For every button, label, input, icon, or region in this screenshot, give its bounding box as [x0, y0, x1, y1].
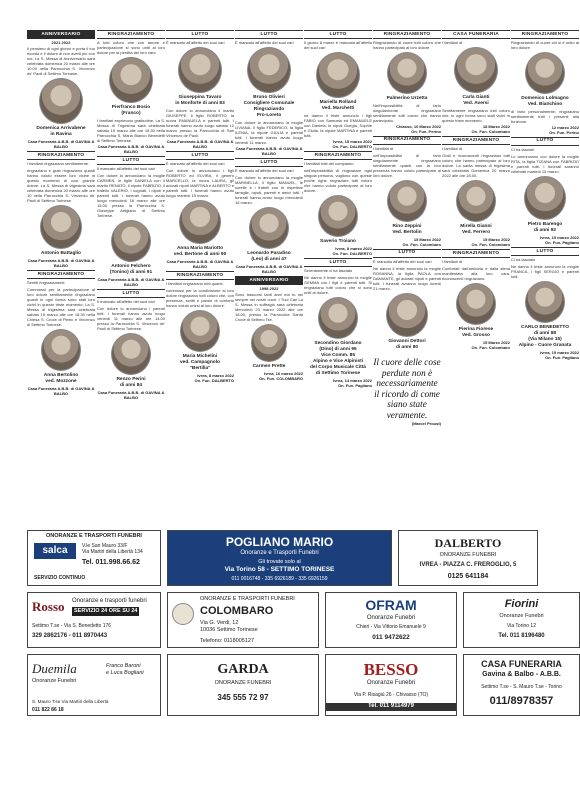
- colombaro-crest-icon: [172, 603, 194, 625]
- announcement-text: I familiari ringraziano sentitamente.: [27, 161, 90, 167]
- deceased-name: Domenico Lolmagno Ved. Bianchino: [521, 95, 569, 107]
- funeral-home: Casa Funeraria A.B.B. di GAVINA & BALBO: [97, 277, 165, 288]
- ad-ofram-phone: 011 9472622: [372, 634, 410, 641]
- column-8: [511, 30, 579, 528]
- ad-gavina-brand: Gavina & Balbo - A.B.B.: [482, 671, 561, 678]
- ad-salca-phone: Tel. 011.998.66.62: [82, 559, 140, 566]
- deceased-name: Carla Gianti Ved. Aversi: [462, 95, 490, 107]
- ad-ofram-title: OFRAM: [365, 597, 417, 613]
- announcement: [442, 153, 510, 247]
- column-7: [442, 30, 510, 528]
- announcement: [27, 287, 95, 396]
- announcement-text: Il mancato all'affetto dei suoi cari: [97, 299, 155, 305]
- deceased-name: Pierfranco Bosio (Franco): [111, 105, 151, 117]
- announcement-header: RINGRAZIAMENTO: [166, 271, 234, 280]
- announcement: [27, 151, 95, 166]
- announcement-header: LUTTO: [166, 30, 234, 39]
- announcement-header: CASA FUNERARIA: [442, 30, 510, 39]
- announcement-signature: 18 Marzo 2022 On. Fun. Colombaro: [471, 124, 510, 135]
- ad-besso: [325, 654, 457, 716]
- announcement: [511, 154, 579, 245]
- ad-garda: [167, 654, 319, 716]
- portrait-photo: [318, 195, 358, 237]
- ad-fiorini: [463, 592, 580, 648]
- ad-ofram-address: Chieri - Via Vittorio Emanuele 9: [356, 624, 426, 630]
- announcement: [166, 151, 234, 166]
- ad-besso-phone: Tel. 011 9114979: [326, 703, 456, 711]
- advertisements: [27, 530, 580, 804]
- announcement-header: LUTTO: [304, 30, 372, 39]
- announcement: [511, 30, 579, 135]
- ad-besso-address: Via P. Risagiù 26 - Chivasso (TO): [353, 692, 429, 698]
- deceased-name: Antonio Battaglio: [41, 251, 81, 257]
- portrait-photo: [525, 281, 565, 323]
- deceased-name: Domenica Arrivabene in Ravina: [36, 126, 86, 138]
- announcement-intro: I familiari di: [442, 39, 463, 45]
- announcement-years: 1998 2022: [259, 286, 279, 292]
- funeral-home: Casa Funeraria A.B.B. di GAVINA & BALBO: [166, 259, 234, 270]
- deceased-name: Rino Zeppini Ved. Bertolin: [392, 223, 422, 235]
- deceased-name: CARLO BENEDETTO di anni 88 (Via Milano 15) Alpino - Cuore Granata: [518, 324, 572, 348]
- portrait-photo: [40, 205, 82, 249]
- portrait-photo: [454, 47, 498, 93]
- announcement-intro: Grati e riconoscenti ringraziano tutti coloro che hanno partecipato al loro dolore. La santa messa di trigesima sarà celebrata Domenica 20 marzo 2022 alle ore 18.00.: [442, 153, 510, 179]
- deceased-name: Pierina Fiorese Ved. Grosso: [458, 327, 494, 339]
- announcement-intro: Sono trascorsi tanti anni ma tu sei sempre nei nostri cuori. I Tuoi Cari La S. Messa in suffragio sarà celebrata Mercoledì 23 marzo 2022 alle ore 18.00, presso la Parrocchia Santa Croce di Settimo Tse.: [235, 292, 303, 323]
- ad-pagliano-sub: Onoranze e Trasporti Funebri: [240, 550, 319, 556]
- announcement-signature: 15 Marzo 2022 On. Fun. Colombaro: [471, 340, 510, 351]
- funeral-home: Casa Funeraria A.B.B. di GAVINA & BALBO: [27, 258, 95, 269]
- ad-garda-sub: ONORANZE FUNEBRI: [214, 680, 272, 686]
- ad-rosso-open: SERVIZIO 24 ORE SU 24: [74, 608, 138, 614]
- announcement-signature: Ivrea, 15 marzo 2022 On. Fun. DALBERTO: [332, 139, 372, 150]
- announcement-signature: Ivrea, 16 marzo 2022 On. Fun. COLOMBARO: [259, 370, 303, 381]
- announcement-text: Ci ha lasciati: [511, 146, 534, 152]
- announcement-signature: Ivrea, 15 marzo 2022 On. Fun. Pagliano: [540, 235, 579, 245]
- announcement-intro: È mancato all'affetto dei suoi cari: [235, 39, 294, 45]
- announcement-header: ANNIVERSARIO: [27, 30, 95, 39]
- ad-fiorini-title: Fiorini: [504, 598, 539, 610]
- announcement-intro: Ne danno il triste annuncio la moglie FRANCA, i figli SERGIO e parenti tutti.: [511, 263, 579, 279]
- announcement-intro: Con dolore lo annunciano i parenti tutti. I funerali hanno avuto luogo venerdì 11 marzo alle ore 14.00 presso la Parrocchia S. Vincenzo de' Paoli di Settimo Torinese.: [97, 306, 165, 332]
- announcement-intro: Lo annunciano con dolore la moglie RITA, la figlia TIZIANA con FABRIZIO e parenti tutti. I funerali saranno celebrati martedì 15 marzo.: [511, 153, 579, 174]
- ad-rosso-sub: Onoranze e trasporti funebri: [72, 598, 147, 604]
- announcement: [511, 264, 579, 360]
- announcement-signature: Chiasso, 10 Marzo 2022 On. Fun. Perino: [396, 123, 441, 134]
- ad-gavina-address: Settimo T.se - S. Mauro T.se - Torino: [481, 684, 562, 690]
- announcement: [442, 266, 510, 350]
- ad-fiorini-sub: Onoranze Funebri: [499, 613, 544, 619]
- ad-rosso: [27, 592, 161, 648]
- announcement: [304, 30, 372, 149]
- announcement-header: RINGRAZIAMENTO: [27, 270, 95, 279]
- announcement-text: I familiari di: [442, 259, 463, 265]
- announcement: [235, 30, 303, 156]
- deceased-name: Leonardo Paradiso (Leo) di anni 47: [247, 251, 291, 263]
- ad-duemila-phone: 011 822 86 18: [32, 707, 64, 713]
- announcement-intro: Con dolore lo annunciano la moglie MARINELLA, il figlio MANUEL, le sorelle e i fratelli con le rispettive famiglie, nipoti, parenti e amici tutti. I funerali hanno avuto luogo mercoledì 16 marzo.: [235, 175, 303, 206]
- announcement: [373, 30, 441, 134]
- announcement-header: LUTTO: [97, 289, 165, 298]
- announcement-text: Con dolore lo annunciano la moglie LIVIANA, il figlio FEDERICO, la figlia ILENIA, la nipote GIULIA e parenti tutti. I funerali hanno avuto luogo venerdì 11 marzo.: [235, 120, 303, 146]
- ad-ofram: [325, 592, 457, 648]
- ad-colombaro-title: ONORANZE E TRASPORTI FUNEBRI: [200, 596, 295, 602]
- announcement-intro: nell'impossibilità di farlo singolarmente ringraziano sentitamente quanti con la loro presenza hanno voluto partecipare al loro dolore.: [373, 152, 441, 178]
- column-2: [97, 30, 165, 528]
- announcement-intro: Ringraziando di cuore tutti coloro che hanno partecipato al loro dolore: [373, 39, 441, 50]
- quote-author: (Marcel Proust): [411, 421, 441, 427]
- announcement-intro: Con dolore lo annunciano i figli ROBERTO ed ELVIRA, il genero MARCELLO, la nuora LAURA, gli adorati nipoti MARTINA e ALBERTO e parenti tutti. I funerali hanno avuto luogo martedì 15 marzo.: [166, 168, 234, 199]
- portrait-photo: [525, 52, 565, 94]
- announcement-header: RINGRAZIAMENTO: [373, 30, 441, 39]
- deceased-name: Pietro Barengo di anni 92: [527, 222, 563, 234]
- ad-fiorini-phone: Tel. 011 8196480: [498, 633, 545, 639]
- deceased-name: Mariella Rolland Ved. Marchetti: [319, 100, 357, 112]
- announcement-text: Con dolore lo annunciano il marito GIUSEPPE, il figlio ROBERTO, la nuora EMANUELA e parenti tutti. I funerali hanno avuto luogo sabato 12 marzo presso la Parrocchia di San Vincenzo de Paoli.: [166, 108, 234, 139]
- announcement-header: RINGRAZIAMENTO: [511, 30, 579, 39]
- announcement: [373, 266, 441, 427]
- funeral-home: Casa Funeraria A.B.B. di GAVINA & BALBO: [235, 264, 303, 275]
- ad-gavina-title: CASA FUNERARIA: [481, 659, 562, 669]
- announcement-intro: Ne danno il triste annuncio la moglie GEMMA con i figli e parenti tutti. Si ringraziano tutti coloro che si sono uniti al dolore.: [304, 275, 372, 296]
- column-4: [235, 30, 303, 528]
- ad-duemila-sub: Onoranze Funebri: [32, 678, 77, 684]
- announcement-intro: Commossi per la partecipazione al loro dolore sentitamente ringraziano quanti in ogni forma sono stati loro vicini in questo triste momento. La S. Messa di trigesima sarà celebrata sabato 19 marzo alle ore 18.30 nella Chiesa S. Croce di Pietro e Vincenzo di Settimo Torinese.: [27, 287, 95, 328]
- portrait-photo: [109, 57, 153, 103]
- announcement-intro: A tutti coloro che con amore e partecipazione si sono uniti al loro dolore per la perdita del loro caro: [97, 39, 165, 55]
- announcement-header: LUTTO: [373, 249, 441, 258]
- announcement-header: RINGRAZIAMENTO: [304, 151, 372, 160]
- announcement-header: RINGRAZIAMENTO: [373, 136, 441, 145]
- announcement: [27, 30, 95, 149]
- announcement: [442, 30, 510, 134]
- ad-pagliano-title: POGLIANO MARIO: [225, 535, 334, 549]
- announcement-signature: Ivrea, 15 marzo 2022 On. Fun. Pagliano: [540, 349, 579, 360]
- ad-besso-title: BESSO: [363, 660, 419, 679]
- column-6: [373, 30, 441, 528]
- announcement-signature: 15 Marzo 2022 On. Fun. Colombaro: [471, 237, 510, 248]
- portrait-photo: [111, 333, 151, 375]
- portrait-photo: [179, 200, 221, 244]
- announcement: [442, 249, 510, 264]
- ad-pagliano-phone: 011 0016748 - 335 6926189 - 335 6926159: [231, 576, 328, 582]
- portrait-photo: [39, 78, 83, 124]
- announcement-text: I familiari di: [442, 146, 463, 152]
- announcement-header: ANNIVERSARIO: [235, 276, 303, 285]
- funeral-home: Casa Funeraria A.B.B. di GAVINA & BALBO: [97, 390, 165, 401]
- ad-rosso-phone: 329 2862176 - 011 8970443: [32, 633, 108, 639]
- ad-dalberto-title: DALBERTO: [434, 536, 502, 550]
- deceased-name: Saverio Troiano: [320, 239, 356, 245]
- announcement-text: I familiari ringraziano tutti quanti.: [166, 281, 224, 287]
- ad-colombaro: [167, 592, 319, 648]
- ad-duemila-address: S. Mauro T.se Via Martiri della Libertà: [32, 699, 109, 704]
- announcement-header: RINGRAZIAMENTO: [97, 30, 165, 39]
- funeral-home: Casa Funeraria A.B.B. di GAVINA & BALBO: [166, 139, 234, 150]
- deceased-name: Mirella Gianni Ved. Ferrero: [460, 224, 492, 236]
- announcement-header: LUTTO: [511, 137, 579, 146]
- announcement-text: È mancato all'affetto dei suoi cari: [166, 161, 225, 167]
- announcement: [235, 158, 303, 173]
- announcement: [304, 151, 372, 166]
- ad-dalberto-phone: 0125 641184: [447, 573, 489, 580]
- ad-rosso-title: Rosso: [32, 599, 65, 614]
- ad-besso-sub: Onoranze Funebri: [366, 680, 416, 686]
- announcement-signature: Ivrea, 14 marzo 2022 On. Fun. Pagliano: [333, 378, 372, 388]
- announcement-text: Nell'impossibilità di farlo singolarmente ringraziano sentitamente tutti coloro che hanno partecipato.: [373, 102, 441, 123]
- ad-salca-title: ONORANZE E TRASPORTI FUNEBRI: [46, 533, 142, 539]
- portrait-photo: [387, 180, 427, 222]
- announcement: [97, 30, 165, 154]
- deceased-name: Palmerino Urzetta: [386, 95, 428, 101]
- column-5: [304, 30, 372, 528]
- announcement-text: È mancato all'affetto dei suoi cari: [373, 258, 432, 264]
- deceased-name: Giovanni Dettori di anni 80: [388, 339, 426, 350]
- ad-salca-address: V.le San Mauro 33/F Via Martiri della Libertà 134: [82, 543, 143, 556]
- deceased-name: Renzo Perini di anni 84: [116, 377, 146, 389]
- portrait-photo: [316, 52, 360, 98]
- ad-salca-note: SERVIZIO CONTINUO: [34, 575, 86, 581]
- portrait-photo: [524, 176, 566, 220]
- ad-rosso-address: Settimo T.se - Via S. Benedetto 176: [32, 623, 112, 629]
- announcement: [97, 173, 165, 287]
- ad-salca: [27, 530, 161, 586]
- announcement: [373, 153, 441, 247]
- announcement-header: RINGRAZIAMENTO: [442, 136, 510, 145]
- announcement-intro: ringraziano e grati ringraziano quanti hanno voluto essere loro vicine in questo momento di così grande dolore. La S. Messa di trigesima sarà celebrata domenica 20 marzo alle ore 10 nella Parrocchia S. Vincenzo de' Paoli di Settimo Torinese.: [27, 168, 95, 204]
- announcement-header: LUTTO: [235, 158, 303, 167]
- announcement-signature: Ivrea, 8 marzo 2022 On. Fun. DALBERTO: [194, 373, 234, 384]
- announcement-intro: Confortati dall'amicizia e dalla stima manifestata alla loro cara, riconoscenti ringraziano.: [442, 266, 510, 282]
- portrait-photo: [249, 207, 289, 249]
- salca-logo: salca: [34, 543, 76, 559]
- announcement-text: ne danno il triste annuncio i figli FABIO con Samuela ed EMANUELE con Daniela, le nipoti Giorgia, Sophie e Giulia, la nipote MARTINA e parenti tutti.: [304, 113, 372, 139]
- announcement: [442, 136, 510, 151]
- announcement-signature: 12 marzo 2022 On. Fun. Perino: [549, 124, 579, 135]
- announcement: [235, 276, 303, 381]
- ad-gavina: [463, 654, 580, 716]
- column-3: [166, 30, 234, 528]
- funeral-home: Casa Funeraria A.B.B. di GAVINA & BALBO: [27, 139, 95, 150]
- announcement-text: di farlo personalmente, ringraziano sentitamente tutti i presenti alla funzione.: [511, 108, 579, 124]
- portrait-photo: [251, 324, 287, 362]
- ad-gavina-phone: 011/8978357: [489, 695, 554, 707]
- portrait-photo: [178, 47, 222, 93]
- deceased-name: Antonio Felchero (Tonino) di anni 91: [109, 264, 153, 276]
- announcement-intro: commossi per la condivisione al loro dolore ringraziano tutti coloro che, con presenza, scritti e parole di conforto hanno voluto unirsi al loro dolore.: [166, 288, 234, 309]
- announcement-text: Ci ha lasciato: [511, 256, 536, 262]
- announcement: [166, 288, 234, 383]
- announcement-text: Sentiti ringraziamenti.: [27, 280, 66, 286]
- announcement: [97, 156, 165, 171]
- portrait-photo: [456, 283, 496, 325]
- announcement: [373, 136, 441, 151]
- portrait-photo: [247, 47, 291, 93]
- portrait-photo: [41, 329, 81, 371]
- announcement-header: LUTTO: [97, 156, 165, 165]
- ad-pagliano: [167, 530, 392, 586]
- deceased-name: Secondino Giordano (Dino) di anni 95 Vice Comm. 85 Alpino e Vice Alpinisti del Corpo Musicale Città di Settimo Torinese: [310, 341, 366, 377]
- ad-ofram-sub: Onoranze Funebri: [366, 615, 416, 621]
- announcement-text: I familiari esprimono gratitudine. La S. Messa di Trigesima sarà celebrata sabato 19 marzo alle ore 18.30 nella Parrocchia S. Maria Bianco Benedetti di Settimo Torinese.: [97, 118, 165, 144]
- announcement: [304, 258, 372, 273]
- deceased-name: Carmen Prette: [252, 363, 286, 369]
- ad-dalberto-sub: ONORANZE FUNEBRI: [439, 552, 497, 558]
- announcement-text: Serenamente ci ha lasciato: [304, 268, 353, 274]
- announcement-header: RINGRAZIAMENTO: [27, 151, 95, 160]
- ad-fiorini-address: Via Torino 12: [506, 623, 536, 629]
- deceased-name: Bruno Olivieri Consigliere Comunale Ringraziando Pro-Loreto: [243, 95, 295, 119]
- ad-duemila-title: Duemila: [32, 661, 77, 676]
- announcement: [97, 306, 165, 400]
- announcement-text: I familiari di: [373, 145, 394, 151]
- ad-duemila: [27, 654, 161, 716]
- deceased-name: Anna Maria Mariotto ved. Bertone di anni 90: [173, 246, 227, 258]
- announcement-intro: Il giorno 8 marzo è mancata all'affetto dei suoi cari: [304, 39, 372, 50]
- announcement-header: LUTTO: [304, 258, 372, 267]
- announcement-intro: Il pensiero di ogni giorno e porta il tuo ricordo e il dolore di non averti più con noi. La S. Messa di Anniversario sarà celebrata domenica 20 marzo alle ore 10.00 nella Parrocchia S. Vincenzo de' Paoli di Settimo Torinese.: [27, 45, 95, 76]
- memorial-quote: Il cuore delle cose perdute non è necessariamente il ricordo di come siano state veramente.: [373, 356, 441, 420]
- announcement-intro: Ringraziando di cuore chi si è unito al loro dolore: [511, 39, 579, 50]
- ad-dalberto: [398, 530, 538, 586]
- announcement-intro: Con dolore lo annunciano la moglie CARMEN, le figlie DANIELA con il marito RENATO, il nipote FABRIZIO, il fratello VALERIO, i cognati, i nipoti e parenti tutti. I funerali hanno avuto luogo mercoledì 16 marzo alle ore 15.00 presso la Parrocchia S. Giuseppe Artigiano di Settimo Torinese.: [97, 173, 165, 219]
- portrait-photo: [318, 297, 358, 339]
- announcement-years: 2021 2022: [51, 39, 71, 45]
- ad-pagliano-address: Via Torino 58 - SETTIMO TORINESE: [224, 566, 335, 573]
- announcement-intro: nell'impossibilità di ringraziare ogni singola persona, vogliono con queste poche righe ringraziare tutti coloro che hanno voluto partecipare al loro dolore.: [304, 168, 372, 194]
- announcement: [27, 270, 95, 285]
- ad-pagliano-line: Gli trovate solo al: [258, 559, 301, 565]
- ad-duemila-names: Franco Baroni e Luca Bogliani: [106, 663, 144, 676]
- announcement: [304, 275, 372, 388]
- ad-dalberto-address: IVREA - PIAZZA C. FREROGLIO, 5: [419, 562, 517, 568]
- announcement-intro: Ne danno il triste annuncio la moglie ROSANNA, la figlia PAOLA con DAMIANTE, gli adorati nipoti e parenti tutti. I funerali avranno luogo lunedì 21 marzo.: [373, 265, 441, 291]
- announcement-text: È mancato all'affetto dei suoi cari: [235, 168, 294, 174]
- announcement-text: Il mancato all'affetto dei suoi cari: [97, 166, 155, 172]
- portrait-photo: [387, 52, 427, 94]
- ad-colombaro-address: Via G. Verdi, 12 10036 Settimo Torinese: [200, 620, 258, 633]
- announcement: [511, 137, 579, 152]
- announcement: [166, 168, 234, 269]
- ad-colombaro-phone: Telefono: 0118005127: [200, 638, 255, 644]
- announcement: [511, 247, 579, 262]
- deceased-name: Giuseppina Tavaro in Monforte di anni 83: [175, 95, 225, 107]
- announcement: [166, 271, 234, 286]
- announcement: [97, 289, 165, 304]
- portrait-photo: [386, 293, 428, 337]
- ad-colombaro-brand: COLOMBARO: [200, 605, 274, 617]
- funeral-home: Casa Funeraria A.B.B. di GAVINA & BALBO: [97, 144, 165, 155]
- announcement-header: LUTTO: [166, 151, 234, 160]
- column-1: [27, 30, 95, 528]
- announcement-header: LUTTO: [511, 247, 579, 256]
- announcement: [304, 168, 372, 256]
- ad-garda-phone: 345 555 72 97: [217, 693, 269, 702]
- ad-garda-title: GARDA: [217, 662, 269, 677]
- announcement: [27, 168, 95, 268]
- announcement-header: RINGRAZIAMENTO: [442, 249, 510, 258]
- portrait-photo: [111, 220, 151, 262]
- portrait-photo: [456, 180, 496, 222]
- announcement: [166, 30, 234, 149]
- deceased-name: Maria Michelini ved. Campagnolo "Bertilla": [180, 354, 220, 372]
- announcement: [235, 175, 303, 274]
- deceased-name: Anna Bertolino ved. Mozzone: [43, 373, 79, 385]
- announcement-header: LUTTO: [235, 30, 303, 39]
- announcement: [373, 249, 441, 264]
- announcement-signature: 15 Marzo 2022 On. Fun. Colombaro: [402, 236, 441, 247]
- funeral-home: Casa Funeraria A.B.B. di GAVINA & BALBO: [27, 386, 95, 397]
- portrait-photo: [180, 310, 220, 352]
- funeral-home: Casa Funeraria A.B.B. di GAVINA & BALBO: [235, 146, 303, 157]
- announcement-text: I familiari tutti del compianto: [304, 161, 354, 167]
- announcement-signature: Ivrea, 8 marzo 2022 On. Fun. DALBERTO: [332, 246, 372, 257]
- announcement-intro: È mancato all'affetto dei suoi cari: [166, 39, 225, 45]
- announcement-text: Sentitamente ringraziano tutti coloro che, in ogni forma sono stati vicini in questo triste momento.: [442, 108, 510, 124]
